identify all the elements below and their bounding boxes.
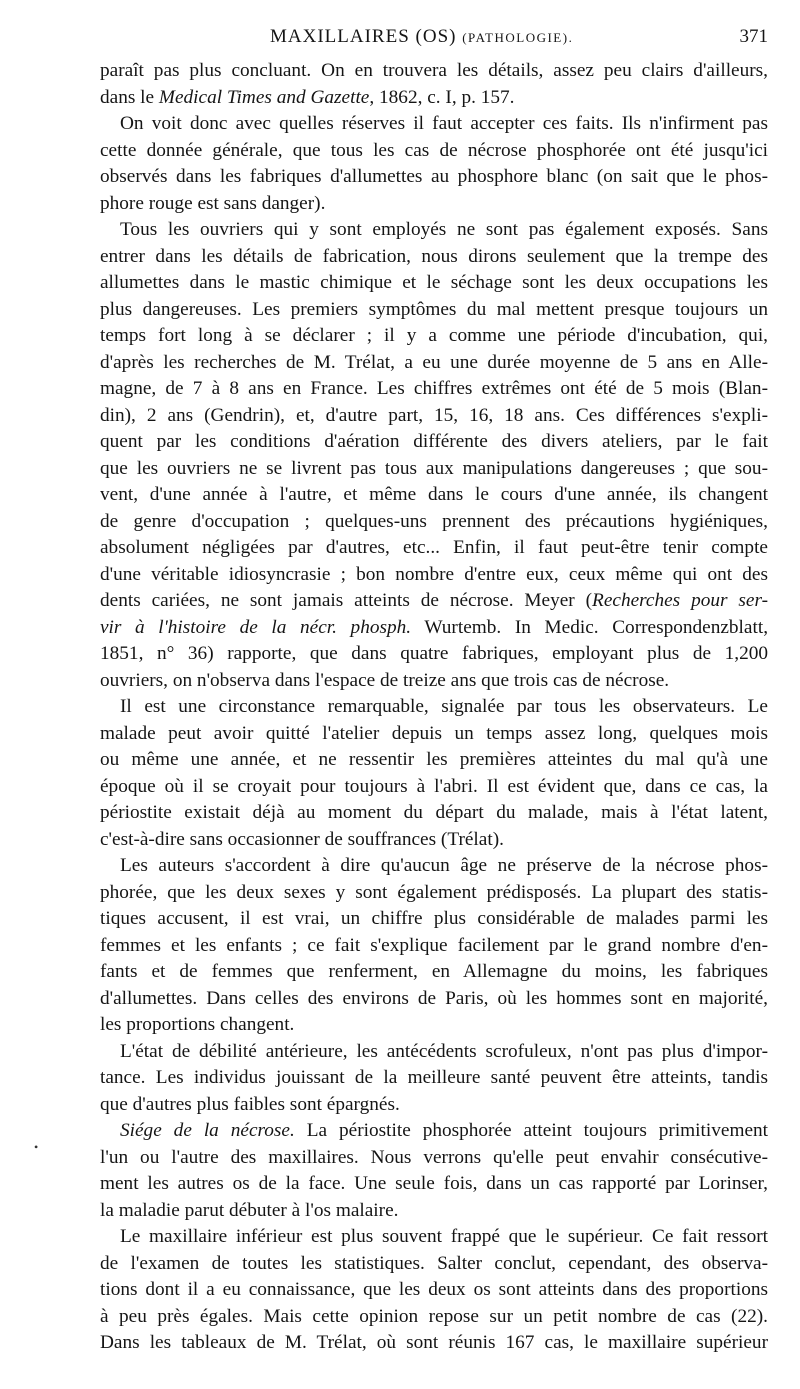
text-line: Il est une circonstance remarquable, signalée par tous les observateurs. Le [120, 696, 768, 717]
text-line: les proportions changent. [100, 1014, 295, 1035]
text-line: dents cariées, ne sont jamais atteints de nécrose. Meyer (Recherches pour ser- [100, 590, 768, 611]
text-line: de genre d'occupation ; quelques-uns prennent des précautions hygiéniques, [100, 510, 768, 532]
text-line: dans le Medical Times and Gazette, 1862, c. I, p. 157. [100, 86, 515, 108]
margin-dot: • [34, 1140, 39, 1154]
text-line: absolument négligées par d'autres, etc... Enfin, il faut peut-être tenir compte [100, 537, 768, 558]
header-subtitle: (PATHOLOGIE). [462, 30, 574, 45]
text-line: d'après les recherches de M. Trélat, a eu une durée moyenne de 5 ans en Alle- [100, 351, 768, 373]
text-line: de l'examen de toutes les statistiques. Salter conclut, cependant, des observa- [100, 1252, 768, 1274]
text-line: d'allumettes. Dans celles des environs de Paris, où les hommes sont en majorité, [100, 987, 768, 1009]
header-title-text: MAXILLAIRES (OS) [270, 26, 457, 47]
header-title [270, 26, 573, 48]
text-line: On voit donc avec quelles réserves il faut accepter ces faits. Ils n'infirment pas [120, 113, 768, 134]
text-line: Dans les tableaux de M. Trélat, où sont réunis 167 cas, le maxillaire supérieur [100, 1332, 768, 1353]
text-line: tions dont il a eu connaissance, que les deux os sont atteints dans des proportions [100, 1279, 768, 1300]
paragraph [100, 1224, 768, 1357]
text-line: observés dans les fabriques d'allumettes au phosphore blanc (on sait que le phos- [100, 166, 768, 187]
text-line: quent par les conditions d'aération différente des divers ateliers, par le fait [100, 431, 768, 452]
text-line: la maladie parut débuter à l'os malaire. [100, 1199, 399, 1221]
text-line: vir à l'histoire de la nécr. phosph. Wurtemb. In Medic. Correspondenzblatt, [100, 616, 768, 638]
text-line: tiques accusent, il est vrai, un chiffre plus considérable de malades parmi les [100, 908, 768, 929]
text-line: d'une véritable idiosyncrasie ; bon nombre d'entre eux, ceux même qui ont des [100, 563, 768, 585]
paragraph [100, 694, 768, 853]
text-line: que les ouvriers ne se livrent pas tous aux manipulations dangereuses ; que sou- [100, 457, 768, 479]
page-number: 371 [739, 26, 768, 47]
text-line: tance. Les individus jouissant de la meilleure santé peuvent être atteints, tandis [100, 1067, 768, 1088]
text-line: que d'autres plus faibles sont épargnés. [100, 1093, 400, 1115]
text-line: temps fort long à se déclarer ; il y a comme une période d'incubation, qui, [100, 325, 768, 346]
paragraph [100, 58, 768, 111]
text-line: vent, d'une année à l'autre, et même dans le cours d'une année, ils changent [100, 484, 768, 505]
text-line: ou même une année, et ne ressentir les premières atteintes du mal qu'à une [100, 749, 768, 770]
text-line: magne, de 7 à 8 ans en France. Les chiffres extrêmes ont été de 5 mois (Blan- [100, 378, 768, 399]
text-line: époque où il se croyait pour toujours à l'abri. Il est évident que, dans ce cas, la [100, 775, 768, 797]
body-text [100, 58, 768, 1357]
text-line: fants et de femmes que renferment, en Allemagne du moins, les fabriques [100, 961, 768, 982]
text-line: cette donnée générale, que tous les cas de nécrose phosphorée ont été jusqu'ici [100, 139, 768, 161]
paragraph [100, 853, 768, 1039]
text-line: Tous les ouvriers qui y sont employés ne sont pas également exposés. Sans [120, 219, 768, 240]
paragraph [100, 1039, 768, 1119]
text-line: paraît pas plus concluant. On en trouvera les détails, assez peu clairs d'ailleurs, [100, 60, 768, 81]
paragraph [100, 217, 768, 694]
text-line: din), 2 ans (Gendrin), et, d'autre part, 15, 16, 18 ans. Ces différences s'expli- [100, 404, 768, 426]
text-line: 1851, n° 36) rapporte, que dans quatre fabriques, employant plus de 1,200 [100, 643, 768, 664]
text-line: femmes et les enfants ; ce fait s'explique facilement par le grand nombre d'en- [100, 934, 768, 956]
book-page [100, 26, 768, 1357]
text-line: entrer dans les détails de fabrication, nous dirons seulement que la trempe des [100, 245, 768, 267]
text-line: plus dangereuses. Les premiers symptômes du mal mettent presque toujours un [100, 298, 768, 320]
text-line: malade peut avoir quitté l'atelier depuis un temps assez long, quelques mois [100, 722, 768, 744]
text-line: Le maxillaire inférieur est plus souvent frappé que le supérieur. Ce fait ressort [120, 1226, 768, 1247]
text-line: phorée, que les deux sexes y sont également prédisposés. La plupart des statis- [100, 881, 768, 903]
text-line: Les auteurs s'accordent à dire qu'aucun âge ne préserve de la nécrose phos- [120, 855, 768, 876]
text-line: ouvriers, on n'observa dans l'espace de treize ans que trois cas de nécrose. [100, 669, 670, 691]
text-line: Siége de la nécrose. La périostite phosphorée atteint toujours primitivement [120, 1120, 768, 1141]
text-line: c'est-à-dire sans occasionner de souffrances (Trélat). [100, 828, 504, 850]
text-line: ment les autres os de la face. Une seule fois, dans un cas rapporté par Lorinser, [100, 1173, 768, 1194]
text-line: allumettes dans le mastic chimique et le séchage sont les deux occupations les [100, 272, 768, 293]
running-header [100, 26, 768, 58]
paragraph [100, 111, 768, 217]
text-line: L'état de débilité antérieure, les antécédents scrofuleux, n'ont pas plus d'impor- [120, 1040, 768, 1062]
text-line: l'un ou l'autre des maxillaires. Nous verrons qu'elle peut envahir consécutive- [100, 1146, 768, 1168]
text-line: phore rouge est sans danger). [100, 192, 326, 214]
text-line: périostite existait déjà au moment du départ du malade, mais à l'état latent, [100, 802, 768, 823]
paragraph [100, 1118, 768, 1224]
text-line: à peu près égales. Mais cette opinion repose sur un petit nombre de cas (22). [100, 1305, 768, 1327]
